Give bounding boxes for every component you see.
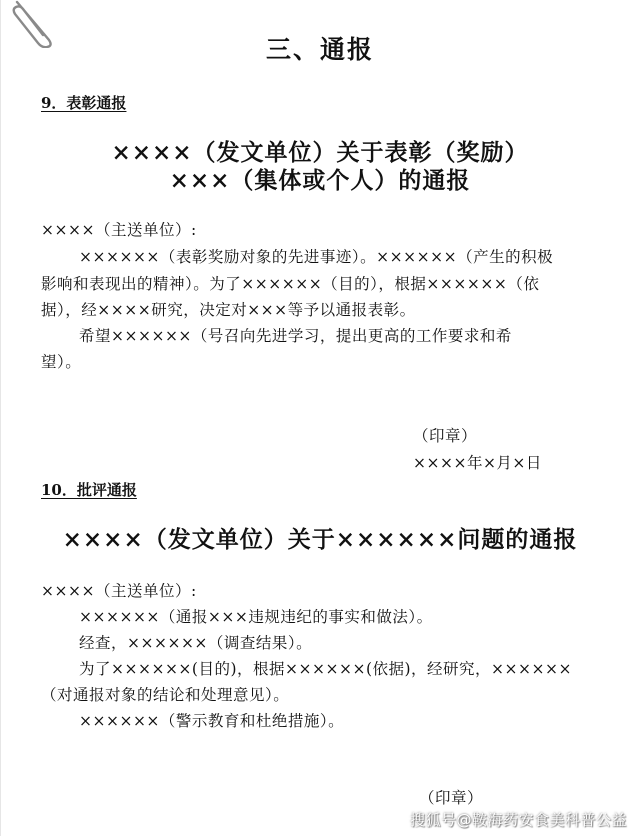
praise-recipient: ××××（主送单位）: — [41, 221, 197, 239]
watermark: 搜狐号@鞍海药安食美科普公益 — [409, 811, 627, 829]
praise-title-line2: ×××（集体或个人）的通报 — [169, 167, 471, 194]
criticism-line4: （对通报对象的结论和处理意见）。 — [41, 686, 290, 704]
praise-para2-line1: 希望××××××（号召向先进学习，提出更高的工作要求和希 — [79, 327, 512, 345]
section-title: 三、通报 — [265, 35, 374, 64]
praise-para1-line3: 据），经××××研究，决定对×××等予以通报表彰。 — [41, 301, 416, 319]
praise-seal: （印章） — [413, 427, 478, 445]
criticism-line3: 为了××××××(目的)，根据××××××(依据)，经研究，×××××× — [79, 660, 572, 678]
praise-date: ××××年×月×日 — [413, 454, 542, 472]
praise-para2-line2: 望）。 — [41, 353, 82, 371]
criticism-title: ××××（发文单位）关于××××××问题的通报 — [62, 526, 578, 553]
criticism-line1: ××××××（通报×××违规违纪的事实和做法）。 — [79, 608, 433, 626]
criticism-line2: 经查，××××××（调查结果）。 — [79, 634, 313, 652]
praise-para1-line2: 影响和表现出的精神）。为了××××××（目的），根据××××××（依 — [41, 275, 540, 293]
praise-title-line1: ××××（发文单位）关于表彰（奖励） — [111, 139, 529, 166]
criticism-recipient: ××××（主送单位）: — [41, 582, 197, 600]
praise-heading: 9．表彰通报 — [41, 94, 127, 112]
criticism-line5: ××××××（警示教育和杜绝措施）。 — [79, 712, 345, 730]
criticism-heading: 10．批评通报 — [41, 481, 137, 499]
criticism-seal: （印章） — [419, 789, 484, 807]
praise-para1-line1: ××××××（表彰奖励对象的先进事迹）。××××××（产生的积极 — [79, 248, 554, 266]
